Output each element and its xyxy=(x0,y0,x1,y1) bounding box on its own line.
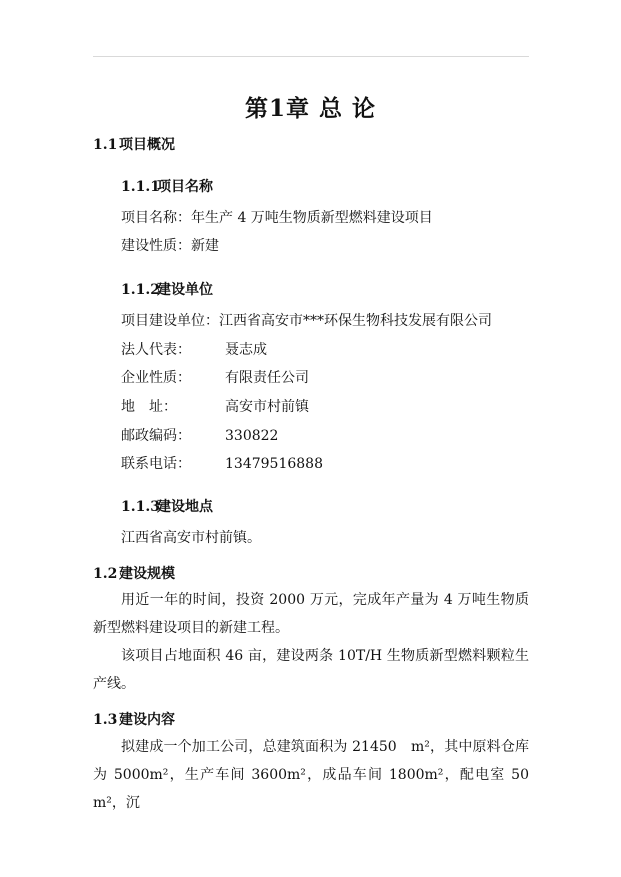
section-1-1-heading xyxy=(93,134,175,154)
section-number: 1.3 xyxy=(93,712,118,728)
info-label: 法人代表： xyxy=(121,342,191,358)
scale-paragraph-1: 用近一年的时间，投资 2000 万元，完成年产量为 4 万吨生物质新型燃料建设项目的新建工程。 xyxy=(93,592,529,636)
section-number: 1.1.1 xyxy=(121,179,160,195)
section-title: 项目概况 xyxy=(119,137,175,153)
section-title: 建设规模 xyxy=(119,566,175,582)
construction-unit-line: 项目建设单位：江西省高安市***环保生物科技发展有限公司 xyxy=(121,313,492,329)
section-1-1-3-heading xyxy=(121,496,213,516)
section-1-3-heading xyxy=(93,709,175,729)
info-row-legal-rep xyxy=(121,339,267,359)
scale-paragraph-2: 该项目占地面积 46 亩，建设两条 10T/H 生物质新型燃料颗粒生产线。 xyxy=(93,648,529,692)
section-title: 建设单位 xyxy=(157,282,213,298)
info-label: 地 址： xyxy=(121,399,177,415)
info-value: 13479516888 xyxy=(225,456,323,472)
section-number: 1.1.2 xyxy=(121,282,160,298)
info-row-enterprise-type xyxy=(121,367,309,387)
section-number: 1.1.3 xyxy=(121,499,160,515)
info-value: 有限责任公司 xyxy=(225,370,309,386)
info-value: 聂志成 xyxy=(225,342,267,358)
section-1-2-heading xyxy=(93,563,175,583)
info-value: 高安市村前镇 xyxy=(225,399,309,415)
chapter-title: 第1章 总 论 xyxy=(244,95,377,122)
section-1-1-1-heading xyxy=(121,176,213,196)
info-label: 企业性质： xyxy=(121,370,191,386)
content-paragraph-1: 拟建成一个加工公司，总建筑面积为 21450 m²，其中原料仓库为 5000m²，生产车间 3600m²，成品车间 1800m²，配电室 50 m²，沉 xyxy=(93,739,529,811)
info-row-postcode xyxy=(121,425,278,445)
section-number: 1.2 xyxy=(93,566,118,582)
section-title: 建设地点 xyxy=(157,499,213,515)
project-name-line: 项目名称：年生产 4 万吨生物质新型燃料建设项目 xyxy=(121,210,433,226)
info-value: 330822 xyxy=(225,428,279,444)
section-title: 项目名称 xyxy=(157,179,213,195)
info-row-address xyxy=(121,396,309,416)
section-number: 1.1 xyxy=(93,137,118,153)
info-label: 联系电话： xyxy=(121,456,191,472)
info-label: 邮政编码： xyxy=(121,428,191,444)
construction-nature-line: 建设性质：新建 xyxy=(121,238,219,254)
header-rule xyxy=(93,56,529,57)
section-1-1-2-heading xyxy=(121,279,213,299)
section-title: 建设内容 xyxy=(119,712,175,728)
location-line: 江西省高安市村前镇。 xyxy=(121,530,261,546)
info-row-phone xyxy=(121,453,323,473)
